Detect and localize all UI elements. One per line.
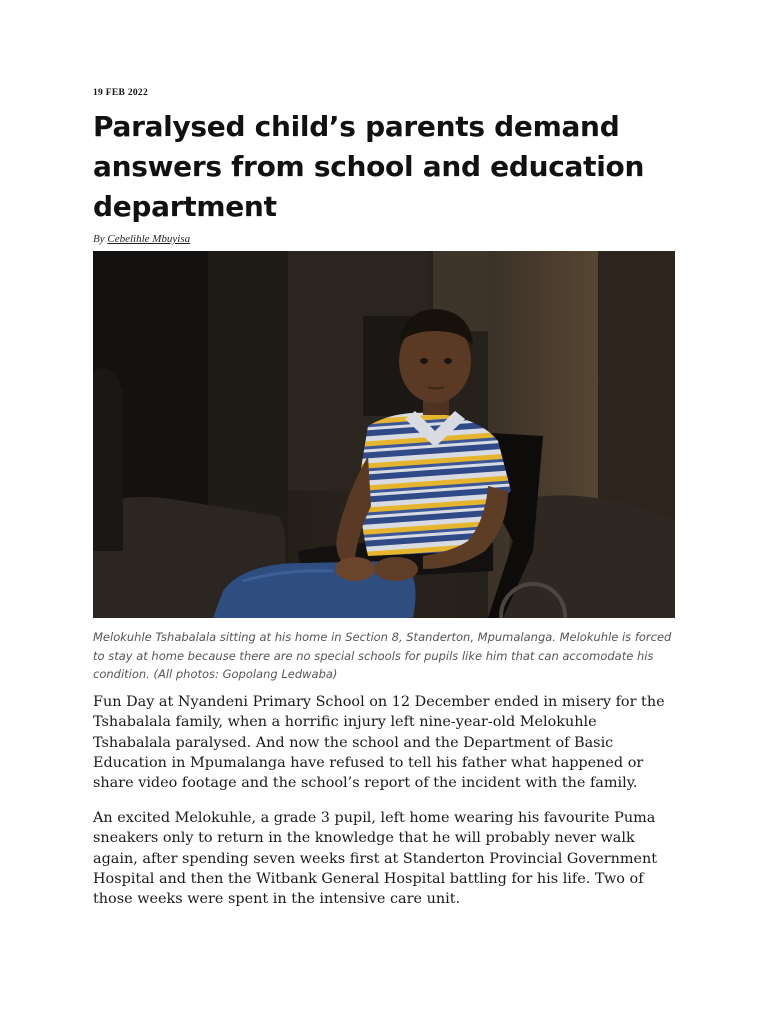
article-photo: [93, 251, 675, 618]
headline: Paralysed child’s parents demand answers from school and education department: [93, 110, 645, 223]
photo-caption: Melokuhle Tshabalala sitting at his home in Section 8, Standerton, Mpumalanga. Melokuhle is forced to stay at home because there are no special schools for pupils like him that can accomodate his condition. (All photos: Gopolang Ledwaba): [93, 630, 672, 681]
byline-prefix: By: [93, 233, 105, 245]
body-paragraph-1: Fun Day at Nyandeni Primary School on 12 December ended in misery for the Tshabalala family, when a horrific injury left nine-year-old Melokuhle Tshabalala paralysed. And now the school and the Department of Basic Education in Mpumalanga have refused to tell his father what happened or share video footage and the school’s report of the incident with the family.: [93, 694, 665, 792]
author-link[interactable]: Cebelihle Mbuyisa: [107, 233, 191, 245]
byline: [93, 233, 190, 245]
body-paragraph-2: An excited Melokuhle, a grade 3 pupil, left home wearing his favourite Puma sneakers only to return in the knowledge that he will probably never walk again, after spending seven weeks first at Standerton Provincial Government Hospital and then the Witbank General Hospital battling for his life. Two of those weeks were spent in the intensive care unit.: [93, 810, 658, 908]
publish-date: 19 FEB 2022: [93, 88, 149, 98]
photo-illustration: [93, 251, 675, 618]
